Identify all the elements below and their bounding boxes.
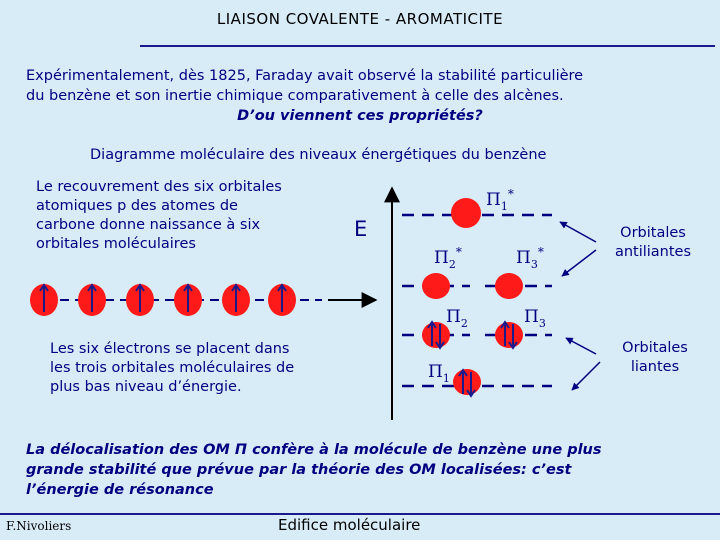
diagram-title: Diagramme moléculaire des niveaux énergétiques du benzène <box>90 147 547 163</box>
bonding-pointer <box>566 338 596 354</box>
overlap-line-4: orbitales moléculaires <box>36 236 196 252</box>
p-orbital-2 <box>78 284 106 316</box>
p-orbital-4 <box>174 284 202 316</box>
antibonding-label-line-2: antiliantes <box>614 244 692 260</box>
conclusion-line-3: l’énergie de résonance <box>26 482 214 498</box>
conclusion-text <box>26 440 716 500</box>
orbital-pi3-star <box>495 273 523 299</box>
label-pi3-star: $\Pi_3^*$ <box>516 245 544 271</box>
p-orbital-1 <box>30 284 58 316</box>
intro-question: D’ou viennent ces propriétés? <box>237 108 483 124</box>
antibonding-label-line-1: Orbitales <box>620 225 686 241</box>
bonding-label-line-2: liantes <box>630 359 680 375</box>
label-pi3: $\Pi_3$ <box>524 307 546 330</box>
author: F.Nivoliers <box>6 519 72 533</box>
electrons-line-2: les trois orbitales moléculaires de <box>50 360 295 376</box>
orbital-pi2-star <box>422 273 450 299</box>
overlap-line-2: atomiques p des atomes de <box>36 198 238 214</box>
intro-line-2: du benzène et son inertie chimique comparativement à celle des alcènes. <box>26 88 564 104</box>
electrons-line-1: Les six électrons se placent dans <box>50 341 290 357</box>
conclusion-line-1: La délocalisation des OM Π confère à la molécule de benzène une plus <box>26 442 602 458</box>
orbital-pi3 <box>495 322 523 348</box>
footer-rule <box>0 513 720 515</box>
label-pi2: $\Pi_2$ <box>446 307 468 330</box>
electrons-line-3: plus bas niveau d’énergie. <box>50 379 242 395</box>
bonding-label-line-1: Orbitales <box>622 340 688 356</box>
intro-line-1: Expérimentalement, dès 1825, Faraday avait observé la stabilité particulière <box>26 68 584 84</box>
energy-axis-label: E <box>354 217 368 241</box>
p-orbital-3 <box>126 284 154 316</box>
label-pi1-star: $\Pi_1^*$ <box>486 187 514 213</box>
overlap-line-3: carbone donne naissance à six <box>36 217 261 233</box>
orbital-pi1-star <box>451 198 481 228</box>
overlap-line-1: Le recouvrement des six orbitales <box>36 179 282 195</box>
conclusion-line-2: grande stabilité que prévue par la théorie des OM localisées: c’est <box>26 462 572 478</box>
p-orbital-5 <box>222 284 250 316</box>
p-orbital-6 <box>268 284 296 316</box>
label-pi2-star: $\Pi_2^*$ <box>434 245 462 271</box>
antibonding-pointer <box>560 222 596 242</box>
label-pi1: $\Pi_1$ <box>428 362 450 385</box>
footer-label: Edifice moléculaire <box>278 516 421 534</box>
page-title: LIAISON COVALENTE - AROMATICITE <box>216 10 504 28</box>
bonding-pointer-2 <box>572 362 600 390</box>
antibonding-pointer-2 <box>562 250 596 276</box>
